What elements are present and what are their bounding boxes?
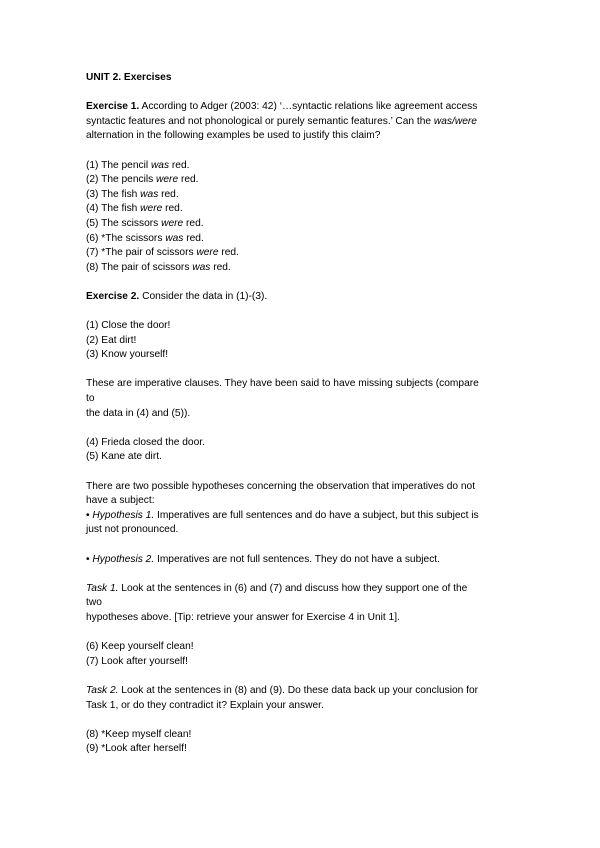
paragraph-line: have a subject: <box>86 495 155 507</box>
task-2-cont: Task 1, or do they contradict it? Explain your answer. <box>86 699 324 711</box>
exercise-1-line-2: syntactic features and not phonological or purely semantic features.’ Can the was/were <box>86 115 477 127</box>
exercise-1-label: Exercise 1. <box>86 101 140 113</box>
task-1-cont: two <box>86 597 102 609</box>
example-item: (5) Kane ate dirt. <box>86 451 162 463</box>
example-item: (2) The pencils were red. <box>86 174 199 186</box>
example-item: (6) Keep yourself clean! <box>86 641 194 653</box>
exercise-2 <box>86 290 520 757</box>
task-1-cont: hypotheses above. [Tip: retrieve your answer for Exercise 4 in Unit 1]. <box>86 611 400 623</box>
hypothesis-1-cont: just not pronounced. <box>86 524 179 536</box>
bullet-icon: • <box>86 509 90 521</box>
example-list <box>86 159 520 276</box>
example-item: (4) Frieda closed the door. <box>86 436 205 448</box>
example-item: (6) *The scissors was red. <box>86 232 204 244</box>
exercise-1-line-1: Exercise 1. According to Adger (2003: 42) ‘…syntactic relations like agreement access <box>86 101 478 113</box>
paragraph-line: These are imperative clauses. They have been said to have missing subjects (compare <box>86 378 479 390</box>
task-2: Task 2. Look at the sentences in (8) and (9). Do these data back up your conclusion for <box>86 684 479 696</box>
paragraph-line: to <box>86 393 95 405</box>
paragraph-line: the data in (4) and (5)). <box>86 407 191 419</box>
example-item: (3) The fish was red. <box>86 188 179 200</box>
example-item: (2) Eat dirt! <box>86 334 137 346</box>
example-item: (8) *Keep myself clean! <box>86 728 192 740</box>
example-item: (3) Know yourself! <box>86 349 169 361</box>
example-item: (5) The scissors were red. <box>86 217 204 229</box>
exercise-1-line-3: alternation in the following examples be used to justify this claim? <box>86 130 381 142</box>
exercise-2-intro: Exercise 2. Consider the data in (1)-(3). <box>86 290 268 302</box>
bullet-icon: • <box>86 553 90 565</box>
task-1: Task 1. Look at the sentences in (6) and (7) and discuss how they support one of the <box>86 582 468 594</box>
example-item: (7) Look after yourself! <box>86 655 188 667</box>
exercise-1 <box>86 100 520 275</box>
example-item: (9) *Look after herself! <box>86 743 187 755</box>
hypothesis-1: • Hypothesis 1. Imperatives are full sentences and do have a subject, but this subject is <box>86 509 479 521</box>
example-item: (8) The pair of scissors was red. <box>86 261 231 273</box>
paragraph-line: There are two possible hypotheses concerning the observation that imperatives do not <box>86 480 476 492</box>
example-item: (1) The pencil was red. <box>86 159 190 171</box>
exercise-2-label: Exercise 2. <box>86 290 140 302</box>
hypothesis-2: • Hypothesis 2. Imperatives are not full sentences. They do not have a subject. <box>86 553 440 565</box>
example-item: (7) *The pair of scissors were red. <box>86 247 239 259</box>
example-item: (4) The fish were red. <box>86 203 183 215</box>
unit-title: UNIT 2. Exercises <box>86 72 172 83</box>
example-item: (1) Close the door! <box>86 320 171 332</box>
